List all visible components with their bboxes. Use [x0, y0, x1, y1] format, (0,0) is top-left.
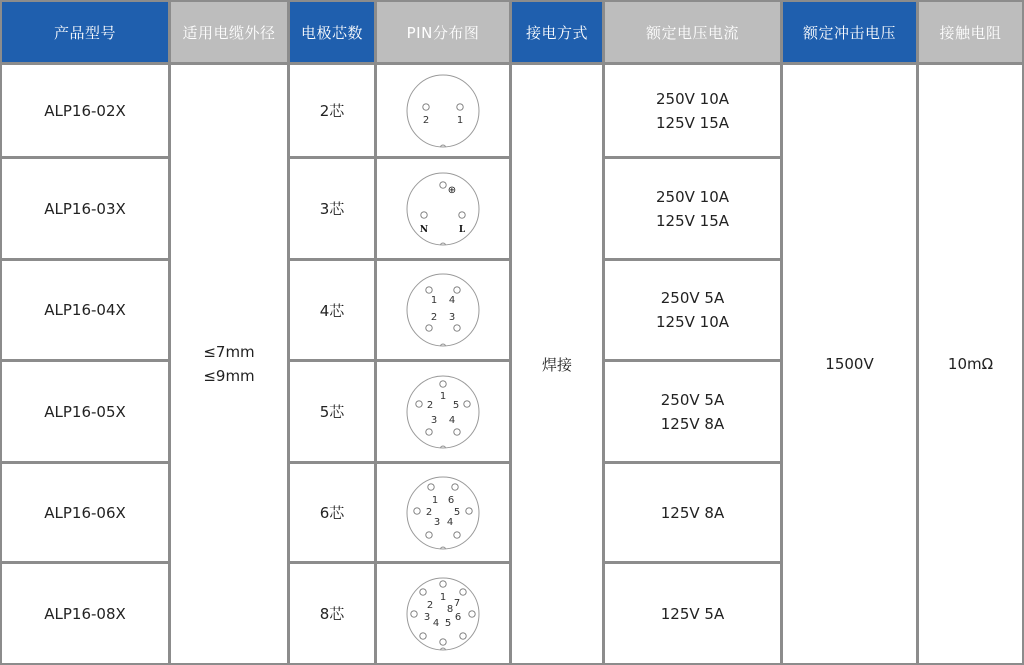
model-cell: ALP16-05X	[2, 362, 168, 461]
cores-cell: 4芯	[290, 261, 374, 359]
pin-diagram-cell	[377, 464, 509, 561]
rating-line: 125V 5A	[660, 604, 725, 623]
rating-cell	[605, 464, 780, 561]
rating-line: 250V 5A	[660, 289, 725, 307]
pin-label: 5	[452, 399, 460, 411]
rating-line: 125V 8A	[660, 414, 725, 433]
pin-label: 3	[433, 516, 441, 528]
header-pin-layout: PIN分布图	[377, 2, 509, 62]
header-contact-resistance: 接触电阻	[919, 2, 1022, 62]
header-connection: 接电方式	[512, 2, 602, 62]
header-cores: 电极芯数	[290, 2, 374, 62]
rating-line: 125V 8A	[660, 503, 725, 522]
cores-cell: 8芯	[290, 564, 374, 663]
cable-diameter-value: ≤7mm	[203, 343, 255, 361]
pin-label: 2	[422, 114, 430, 126]
pin-diagram-8	[403, 574, 483, 654]
pin-diagram-2	[403, 71, 483, 151]
cores-cell: 5芯	[290, 362, 374, 461]
pin-label: 3	[448, 312, 456, 323]
pin-label: L	[458, 224, 466, 235]
pin-label: N	[419, 224, 429, 235]
pin-diagram-6	[403, 473, 483, 553]
rating-cell	[605, 65, 780, 156]
pin-diagram-cell	[377, 261, 509, 359]
pin-label: 1	[439, 591, 447, 603]
pin-label: 4	[446, 516, 454, 528]
pin-label: 7	[453, 597, 461, 609]
pin-label: 2	[426, 599, 434, 611]
pin-diagram-5	[403, 372, 483, 452]
pin-label: 2	[425, 506, 433, 518]
contact-resistance-cell: 10mΩ	[919, 65, 1022, 663]
pin-label: 3	[430, 414, 438, 426]
pin-label: 1	[439, 390, 447, 402]
pin-label: 2	[430, 312, 438, 323]
rating-line: 125V 15A	[655, 211, 729, 230]
pin-diagram-cell	[377, 159, 509, 258]
pin-diagram-cell	[377, 564, 509, 663]
pin-diagram-4	[403, 270, 483, 350]
pin-diagram-3	[403, 169, 483, 249]
rating-cell	[605, 564, 780, 663]
rating-line: 250V 10A	[655, 89, 729, 108]
model-cell: ALP16-03X	[2, 159, 168, 258]
rating-cell	[605, 362, 780, 461]
rating-line: 125V 10A	[655, 313, 729, 331]
pin-label: 5	[453, 506, 461, 518]
cores-cell: 3芯	[290, 159, 374, 258]
pin-diagram-cell	[377, 362, 509, 461]
cores-cell: 2芯	[290, 65, 374, 156]
cable-diameter-value: ≤9mm	[203, 367, 255, 385]
rating-cell	[605, 261, 780, 359]
rating-line: 250V 5A	[660, 390, 725, 409]
cable-diameter-cell	[171, 65, 287, 663]
pin-label: 4	[432, 617, 440, 629]
header-rating: 额定电压电流	[605, 2, 780, 62]
cores-cell: 6芯	[290, 464, 374, 561]
model-cell: ALP16-02X	[2, 65, 168, 156]
rating-line: 125V 15A	[655, 113, 729, 132]
pin-label: 1	[431, 494, 439, 506]
connection-method-cell: 焊接	[512, 65, 602, 663]
impulse-voltage-cell: 1500V	[783, 65, 916, 663]
pin-label: 6	[447, 494, 455, 506]
pin-label: ⊕	[447, 184, 457, 196]
pin-label: 5	[444, 617, 452, 629]
model-cell: ALP16-06X	[2, 464, 168, 561]
header-cable-diameter: 适用电缆外径	[171, 2, 287, 62]
pin-label: 4	[448, 295, 456, 306]
pin-label: 2	[426, 399, 434, 411]
pin-label: 1	[456, 114, 464, 126]
pin-label: 1	[430, 295, 438, 306]
pin-label: 3	[423, 611, 431, 623]
rating-cell	[605, 159, 780, 258]
model-cell: ALP16-04X	[2, 261, 168, 359]
model-cell: ALP16-08X	[2, 564, 168, 663]
pin-label: 4	[448, 414, 456, 426]
pin-label: 6	[454, 611, 462, 623]
rating-line: 250V 10A	[655, 187, 729, 206]
header-impulse-voltage: 额定冲击电压	[783, 2, 916, 62]
header-model: 产品型号	[2, 2, 168, 62]
pin-label: 8	[446, 603, 454, 615]
pin-diagram-cell	[377, 65, 509, 156]
